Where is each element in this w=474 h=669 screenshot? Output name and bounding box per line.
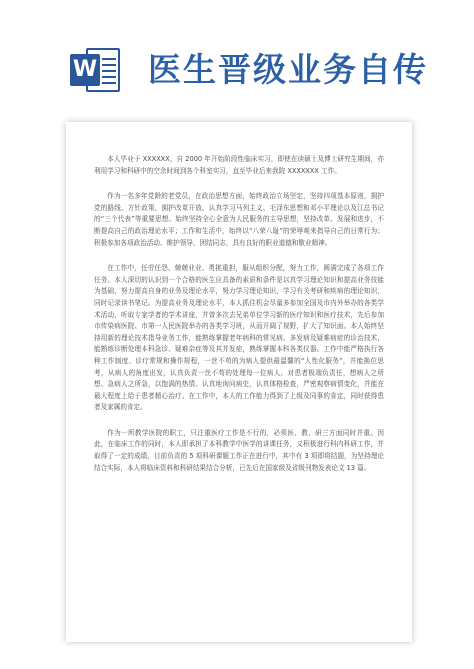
word-icon-line: [102, 76, 116, 78]
page-title: 医生晋级业务自传: [148, 50, 428, 89]
document-paragraph: 在工作中，任劳任怨、兢兢业业、勇挑重担，服从组织分配，努力工作，圆满完成了各项工作任务。本人深切的认识到一个合格的医生应具备的素质和条件是以真学习理论知识和提高业务技能为基础，努力提高自身的业务及理论水平，努力学习理论知识，学习有关考研和疾病的理论知识，同时记录读书笔记。为提高业务及理论水平，本人抓住机会尽量多参加全国及市内外举办的各类学术活动，听取专家学者的学术讲座，并曾多次去兄弟单位学习新的医疗知识和医疗技术，先后参加市传染病医院、市第一人民医院举办的各类学习班，从而开阔了视野，扩大了知识面。本人始终坚持用新的理论技术指导业务工作，能熟练掌握老年病科的常见病、多发病及疑难病症的诊治技术，能熟练诊断处理本科急诊、疑难杂症等及其并发症，熟练掌握本科各类仪器。工作中能严格执行各种工作制度、诊疗常规和操作规程，一丝不苟的为病人提供最温馨的“人性化服务”，并能换位思考，从病人的角度出发，认真负责一丝不苟的处理每一位病人，对患者极端负责任，想病人之所想、急病人之所急，以饱满的热情、认真地询问病史，认真体格检查，严密观察病情变化，并能在最大程度上给于患者精心治疗。在工作中，本人的工作能力得到了上级及同事的肯定，同时获得患者及家属的肯定。: [94, 264, 384, 412]
document-paragraph: 作为一名多年党龄的老党员，在政治思想方面，始终政治立场坚定，坚持四项基本原则，拥护党的路线、方针政策，拥护改革开放，认真学习马列主义、毛泽东思想和邓小平理论以及江总书记的“三个代表”等重要思想。始终坚持全心全意为人民服务的主导思想，坚持改革、发展和进步，不断提高自己的政治理论水平；工作和生活中，始终以“八荣八耻”的荣辱观来指导自己的日常行为；积极参加各项政治活动、维护领导、团结同志，具有良好的职业道德和敬业精神。: [94, 192, 384, 247]
document-page: [66, 122, 412, 642]
word-document-icon: [70, 44, 122, 96]
document-paragraph: 作为一所教学医院的职工，只注重医疗工作是不行的，必须医、教、研三方面同时并重。因此，在临床工作的同时，本人即承担了本科教学中医学的讲课任务，又积极进行科内科研工作，并取得了一定的成绩，目前负责的 5 项科研课题工作正在进行中，其中有 3 项即将结题，为坚持理论结合实际，本人将临床资料和科研结果结合分析，已先后在国家级及省级刊物发表论文 13 篇。: [94, 428, 384, 472]
header-banner: [0, 0, 474, 110]
word-icon-line: [102, 82, 116, 84]
word-icon-line: [102, 70, 116, 72]
word-icon-line: [102, 58, 116, 60]
word-icon-badge: W: [70, 54, 100, 86]
word-icon-line: [102, 64, 116, 66]
document-paragraph: 本人毕业于 XXXXXX，自 2000 年开始阶段性临床实习，即使在读硕士及博士研究生期间，亦利用学习和科研中的空余时间到各个科室实习，直至毕业后来我院 XXXXXXX 工作。: [94, 155, 384, 175]
